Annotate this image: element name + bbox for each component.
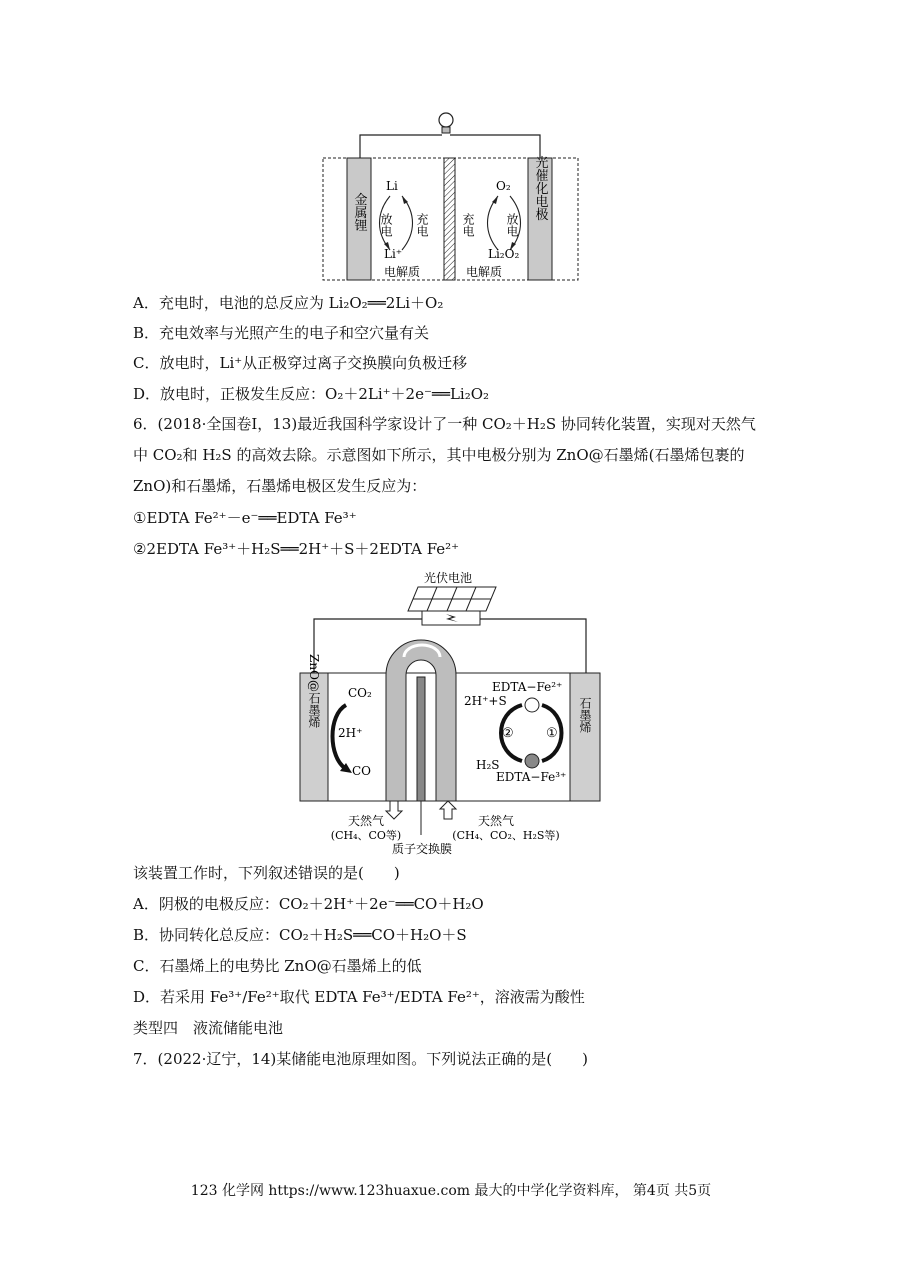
q6-option-a: A．阴极的电极反应：CO₂＋2H⁺＋2e⁻══CO＋H₂O [133,895,484,913]
li-o2-battery-figure [318,108,586,286]
h-s-label: 2H⁺+S [464,694,507,708]
q6-stem-3: ZnO)和石墨烯，石墨烯电极区发生反应为： [133,477,427,495]
electrolyte-right: 电解质 [466,265,503,279]
section-heading: 类型四 液流储能电池 [133,1019,284,1037]
left-electrode-label: ZnO@石墨烯 [307,654,321,728]
h-plus-left-label: 2H⁺ [338,726,363,740]
left-electrode-label: 金属锂 [351,192,367,232]
edta-fe2-label: EDTA−Fe²⁺ [492,680,563,694]
q6-eq2: ②2EDTA Fe³⁺＋H₂S══2H⁺＋S＋2EDTA Fe²⁺ [133,540,460,558]
q6-question: 该装置工作时，下列叙述错误的是( ) [133,864,400,882]
edta-fe3-label: EDTA−Fe³⁺ [496,770,567,784]
q6-option-d: D．若采用 Fe³⁺/Fe²⁺取代 EDTA Fe³⁺/EDTA Fe²⁺，溶液需为酸性 [133,988,585,1006]
q6-eq1: ①EDTA Fe²⁺－e⁻══EDTA Fe³⁺ [133,509,357,527]
q5-option-a: A．充电时，电池的总反应为 Li₂O₂══2Li＋O₂ [133,294,444,312]
o2-label: O₂ [496,179,511,193]
co2-label: CO₂ [348,686,372,700]
charge-label-right: 充电 [461,213,475,237]
electrolyte-left: 电解质 [384,265,421,279]
pv-label: 光伏电池 [423,571,473,585]
q6-option-b: B．协同转化总反应：CO₂＋H₂S══CO＋H₂O＋S [133,926,467,944]
q6-stem-2: 中 CO₂和 H₂S 的高效去除。示意图如下所示，其中电极分别为 ZnO@石墨烯(石墨烯包裹的 [133,446,745,464]
page-footer: 123 化学网 https://www.123huaxue.com 最大的中学化学资料库， 第4页 共5页 [190,1183,712,1199]
charge-label-left: 充电 [415,213,429,237]
q5-option-b: B．充电效率与光照产生的电子和空穴量有关 [133,324,430,342]
step2-label: ② [502,726,514,741]
gas-out-comp-label: (CH₄、CO等) [330,829,402,842]
h2s-label: H₂S [476,758,500,772]
membrane-label: 质子交换膜 [391,842,453,855]
li-label: Li [386,179,398,193]
co-label: CO [352,764,372,778]
q5-option-c: C．放电时，Li⁺从正极穿过离子交换膜向负极迁移 [133,354,468,372]
gas-out-label: 天然气 [347,814,385,828]
right-electrode-label: 光催化电极 [532,155,548,221]
gas-in-comp-label: (CH₄、CO₂、H₂S等) [452,829,560,842]
gas-in-label: 天然气 [477,814,515,828]
co2-h2s-device-figure [296,565,606,855]
q6-stem-1: 6．(2018·全国卷Ⅰ，13)最近我国科学家设计了一种 CO₂＋H₂S 协同转化装置，实现对天然气 [133,415,756,433]
li2o2-label: Li₂O₂ [488,247,520,261]
q7-stem: 7．(2022·辽宁，14)某储能电池原理如图。下列说法正确的是( ) [133,1050,588,1068]
bulb-icon [439,113,453,133]
discharge-label-left: 放电 [379,213,393,237]
step1-label: ① [546,726,558,741]
li-ion-label: Li⁺ [384,247,403,261]
discharge-label-right: 放电 [505,213,519,237]
q6-option-c: C．石墨烯上的电势比 ZnO@石墨烯上的低 [133,957,422,975]
right-electrode-label: 石墨烯 [578,697,592,733]
q5-option-d: D．放电时，正极发生反应：O₂＋2Li⁺＋2e⁻══Li₂O₂ [133,385,490,403]
